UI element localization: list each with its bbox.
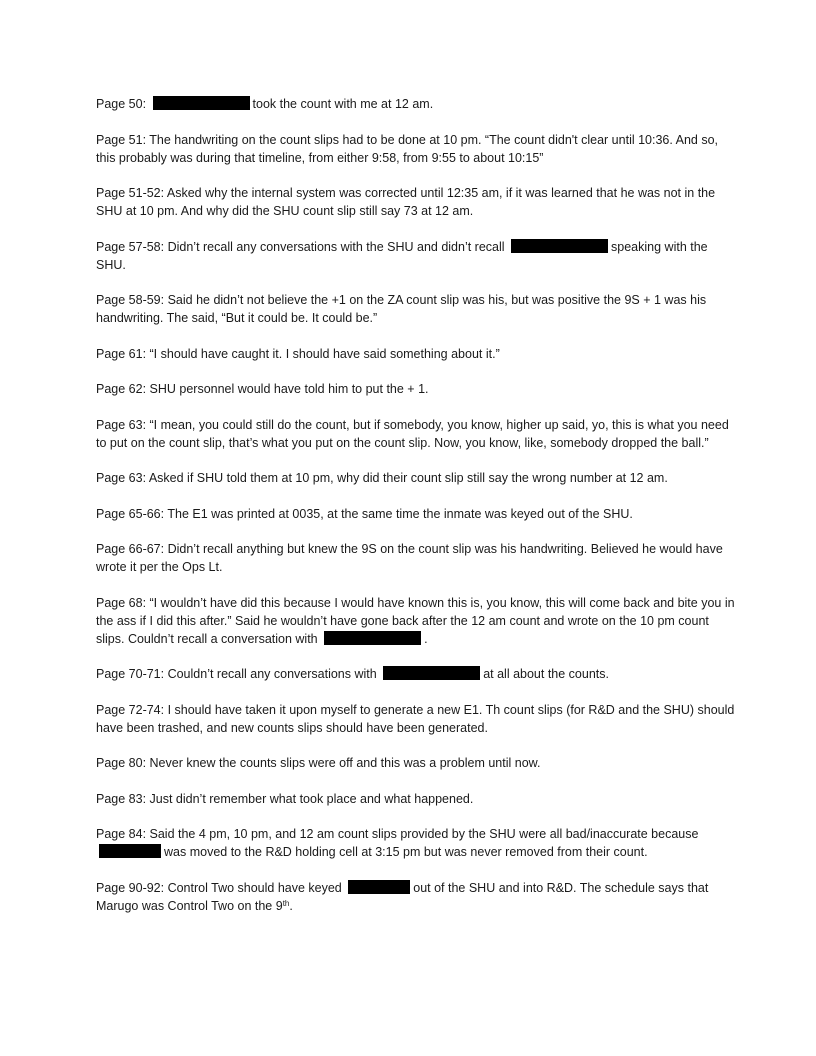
paragraph-page-61: Page 61: “I should have caught it. I should have said something about it.” bbox=[96, 346, 500, 361]
redaction-block bbox=[324, 631, 421, 645]
document-page bbox=[96, 95, 736, 932]
paragraph-page-57-58 bbox=[96, 238, 736, 274]
paragraph-text: Page 57-58: Didn’t recall any conversations with the SHU and didn’t recall bbox=[96, 239, 509, 254]
paragraph-page-70-71 bbox=[96, 665, 736, 683]
paragraph-page-66-67: Page 66-67: Didn’t recall anything but knew the 9S on the count slip was his handwriting. Believed he would have wrote it per the Ops Lt. bbox=[96, 542, 723, 574]
redaction-block bbox=[383, 666, 480, 680]
paragraph-page-62: Page 62: SHU personnel would have told him to put the + 1. bbox=[96, 382, 429, 396]
paragraph-page-68 bbox=[96, 594, 736, 648]
paragraph-text: Page 68: “I wouldn’t have did this because I would have known this is, you know, this will come back and bite you in the ass if I did this after.” Said he wouldn’t have gone back after the 12 am count and wrote on the 10 pm count slips. Couldn’t recall a conversation with bbox=[96, 595, 735, 646]
superscript-th: th bbox=[282, 898, 290, 908]
paragraph-page-63-asked: Page 63: Asked if SHU told them at 10 pm, why did their count slip still say the wrong number at 12 am. bbox=[96, 471, 668, 485]
paragraph-text: . bbox=[424, 631, 428, 646]
paragraph-page-72-74: Page 72-74: I should have taken it upon myself to generate a new E1. Th count slips (for R&D and the SHU) should have been trashed, and new counts slips should have been generated. bbox=[96, 702, 735, 735]
paragraph-page-84 bbox=[96, 825, 736, 861]
paragraph-text: Page 84: Said the 4 pm, 10 pm, and 12 am count slips provided by the SHU were all bad/inaccurate because bbox=[96, 827, 699, 841]
paragraph-page-51-52: Page 51-52: Asked why the internal system was corrected until 12:35 am, if it was learned that he was not in the SHU at 10 pm. And why did the SHU count slip still say 73 at 12 am. bbox=[96, 186, 716, 218]
paragraph-page-90-92 bbox=[96, 879, 736, 915]
paragraph-page-83: Page 83: Just didn’t remember what took place and what happened. bbox=[96, 791, 474, 806]
paragraph-text: Page 70-71: Couldn’t recall any conversations with bbox=[96, 667, 381, 681]
paragraph-text: Page 50: bbox=[96, 97, 150, 111]
paragraph-page-65-66: Page 65-66: The E1 was printed at 0035, at the same time the inmate was keyed out of the SHU. bbox=[96, 506, 633, 521]
paragraph-text: . bbox=[289, 898, 293, 913]
redaction-block bbox=[153, 96, 250, 110]
redaction-block bbox=[511, 239, 608, 253]
paragraph-text: out of the SHU and into R&D. The schedule says that Marugo was Control Two on the 9 bbox=[96, 880, 709, 913]
paragraph-page-80: Page 80: Never knew the counts slips were off and this was a problem until now. bbox=[96, 756, 541, 770]
paragraph-text: took the count with me at 12 am. bbox=[252, 97, 434, 111]
paragraph-text: was moved to the R&D holding cell at 3:15 pm but was never removed from their count. bbox=[164, 845, 648, 859]
paragraph-text: speaking with the SHU. bbox=[96, 239, 708, 272]
paragraph-text: Page 90-92: Control Two should have keyed bbox=[96, 880, 346, 895]
paragraph-text: at all about the counts. bbox=[483, 667, 609, 681]
paragraph-page-58-59: Page 58-59: Said he didn’t not believe the +1 on the ZA count slip was his, but was positive the 9S + 1 was his handwriting. The said, “But it could be. It could be.” bbox=[96, 293, 707, 325]
paragraph-page-50 bbox=[96, 95, 736, 113]
redaction-block bbox=[99, 844, 161, 858]
paragraph-page-51: Page 51: The handwriting on the count slips had to be done at 10 pm. “The count didn't clear until 10:36. And so, this probably was during that timeline, from either 9:58, from 9:55 to about 10:15” bbox=[96, 132, 719, 165]
redaction-block bbox=[348, 880, 410, 894]
paragraph-page-63-quote: Page 63: “I mean, you could still do the count, but if somebody, you know, higher up said, yo, this is what you need to put on the count slip, that’s what you put on the count slip. Now, you know, like, somebody dropped the ball.” bbox=[96, 417, 729, 450]
